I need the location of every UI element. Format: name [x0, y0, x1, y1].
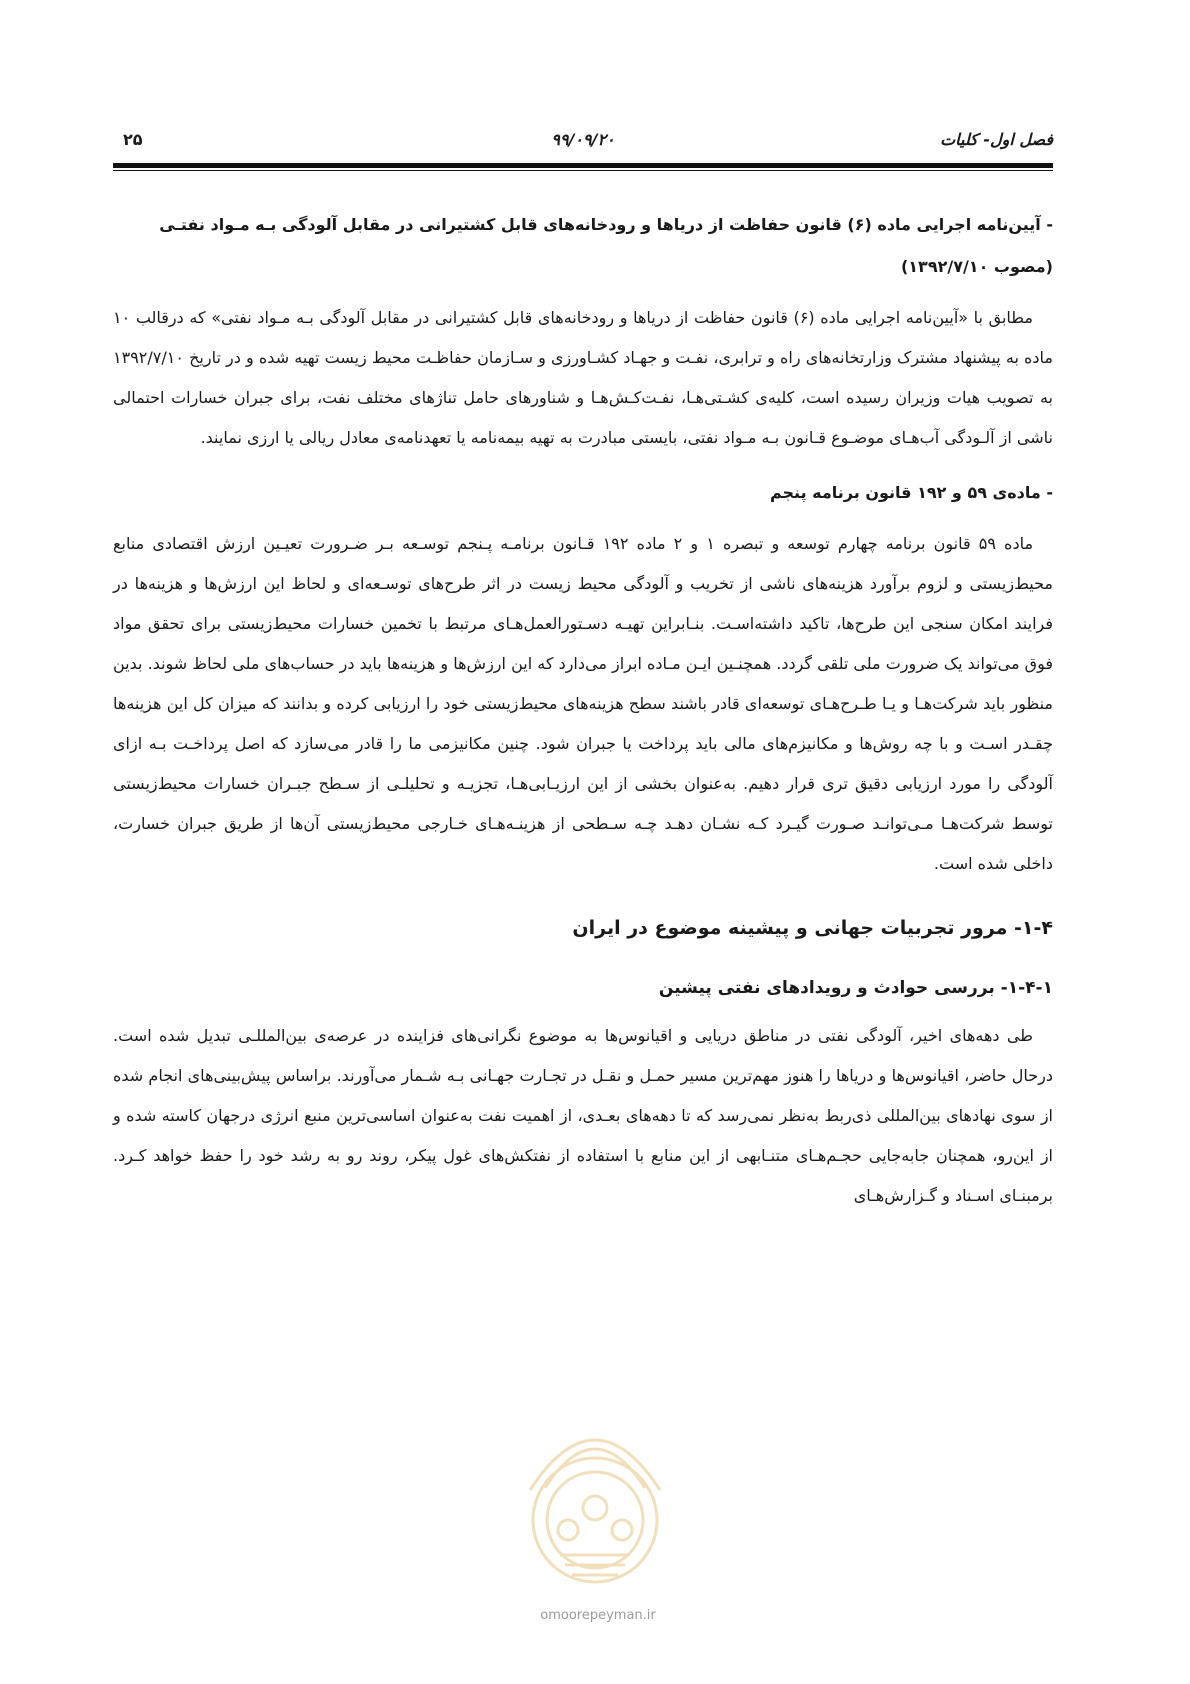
paragraph-regulation: مطابق با «آیین‌نامه اجرایی ماده (۶) قانون حفاظت از دریاها و رودخانه‌های قابل کشتیرانی در مقابل آلودگی بـه مـواد نفتی» که درقالب ۱۰ ماده به پیشنهاد مشترک وزارتخانه‌های راه و ترابری، نفـت و جهـاد کشـاورزی و سـازمان حفاظـت محیط زیست تهیه شده و در تاریخ ۱۳۹۲/۷/۱۰ به تصویب هیات وزیران رسیده است، کلیه‌ی کشـتی‌هـا، نفـت‌کـش‌هـا و شناورهای حامل تناژهای مختلف نفت، برای جبران خسارات احتمالی ناشی از آلـودگی آب‌هـای موضـوع قـانون بـه مـواد نفتی، بایستی مبادرت به تهیه بیمه‌نامه یا تعهدنامه‌ی معادل ریالی یا ارزی نمایند. — [113, 308, 1053, 447]
page-header — [113, 130, 1053, 154]
page-content — [113, 204, 1053, 1216]
watermark-site-text: omoorepeyman.ir — [540, 1608, 656, 1623]
page-number: ۲۵ — [123, 130, 143, 149]
paragraph-article-59: ماده ۵۹ قانون برنامه چهارم توسعه و تبصره ۱ و ۲ ماده ۱۹۲ قـانون برنامـه پـنجم توسـعه بـر ضـرورت تعیـین ارزش اقتصادی منابع محیط‌زیستی و لزوم برآورد هزینه‌های ناشی از تخریب و آلودگی محیط زیست در اثر طرح‌های توسـعه‌ای و لحاظ این ارزش‌ها و هزینه‌ها در فرایند امکان سنجی این طرح‌ها، تاکید داشته‌اسـت. بنـابراین تهیـه دسـتورالعمل‌هـای مرتبط با تخمین خسارات محیط‌زیستی برای تحقق مواد فوق می‌تواند یک ضرورت ملی تلقی گردد. همچنـین ایـن مـاده ابراز می‌دارد که این ارزش‌ها و هزینه‌ها باید در حساب‌های ملی لحاظ شوند. بدین منظور باید شرکت‌هـا و یـا طـرح‌هـای توسعه‌ای قادر باشند سطح هزینه‌های محیط‌زیستی خود را ارزیابی کرده و بدانند که میزان کل این هزینه‌ها چقـدر اسـت و با چه روش‌ها و مکانیزم‌های مالی باید پرداخت یا جبران شود. چنین مکانیزمی ما را قادر می‌سازد که اصل پرداخـت بـه ازای آلودگی را مورد ارزیابی دقیق تری قرار دهیم. به‌عنوان بخشی از این ارزیـابی‌هـا، تجزیـه و تحلیلـی از سـطح جبـران خسارات محیط‌زیستی توسط شرکت‌هـا مـی‌توانـد صـورت گیـرد کـه نشـان دهـد چـه سـطحی از هزینـه‌هـای خـارجی محیط‌زیستی آن‌ها از طریق جبران خسارت، داخلی شده است. — [113, 534, 1053, 873]
section-heading-article-59: - ماده‌ی ۵۹ و ۱۹۲ قانون برنامه پنجم — [769, 483, 1053, 502]
watermark-seal-icon — [500, 1370, 690, 1590]
header-rule-thick — [113, 163, 1053, 168]
chapter-title: فصل اول- کلیات — [940, 130, 1053, 149]
section-heading-regulation-date: (مصوب ۱۳۹۲/۷/۱۰) — [900, 257, 1053, 276]
section-title-global-experience: ۱-۴- مرور تجربیات جهانی و پیشینه موضوع در ایران — [572, 917, 1053, 939]
header-rule-thin — [113, 170, 1053, 171]
header-date: ۹۹/۰۹/۲۰ — [551, 130, 615, 149]
subsection-title-oil-incidents: ۱-۴-۱- بررسی حوادث و رویدادهای نفتی پیشین — [658, 978, 1053, 998]
paragraph-oil-incidents: طی دهه‌های اخیر، آلودگی نفتی در مناطق دریایی و اقیانوس‌ها به موضوع نگرانی‌های فزاینده در عرصه‌ی بین‌المللـی تبدیل شده است. درحال حاضر، اقیانوس‌ها و دریاها را هنوز مهم‌ترین مسیر حمـل و نقـل در تجـارت جهـانی بـه شـمار می‌آورند. براساس پیش‌بینی‌های انجام شده از سوی نهادهای بین‌المللی ذی‌ربط به‌نظر نمی‌رسد که تا دهه‌های بعـدی، از اهمیت نفت به‌عنوان اساسی‌ترین منبع انرژی درجهان کاسته شده و از این‌رو، همچنان جابه‌جایی حجـم‌هـای متنـابهی از این منابع با استفاده از نفتکش‌های غول پیکر، روند رو به رشد خود را حفظ خواهد کـرد. برمبنـای اسـناد و گـزارش‌هـای — [113, 1026, 1053, 1205]
section-heading-regulation: - آیین‌نامه اجرایی ماده (۶) قانون حفاظت از دریاها و رودخانه‌های قابل کشتیرانی در مقابل آلودگی بـه مـواد نفتـی — [159, 215, 1053, 234]
